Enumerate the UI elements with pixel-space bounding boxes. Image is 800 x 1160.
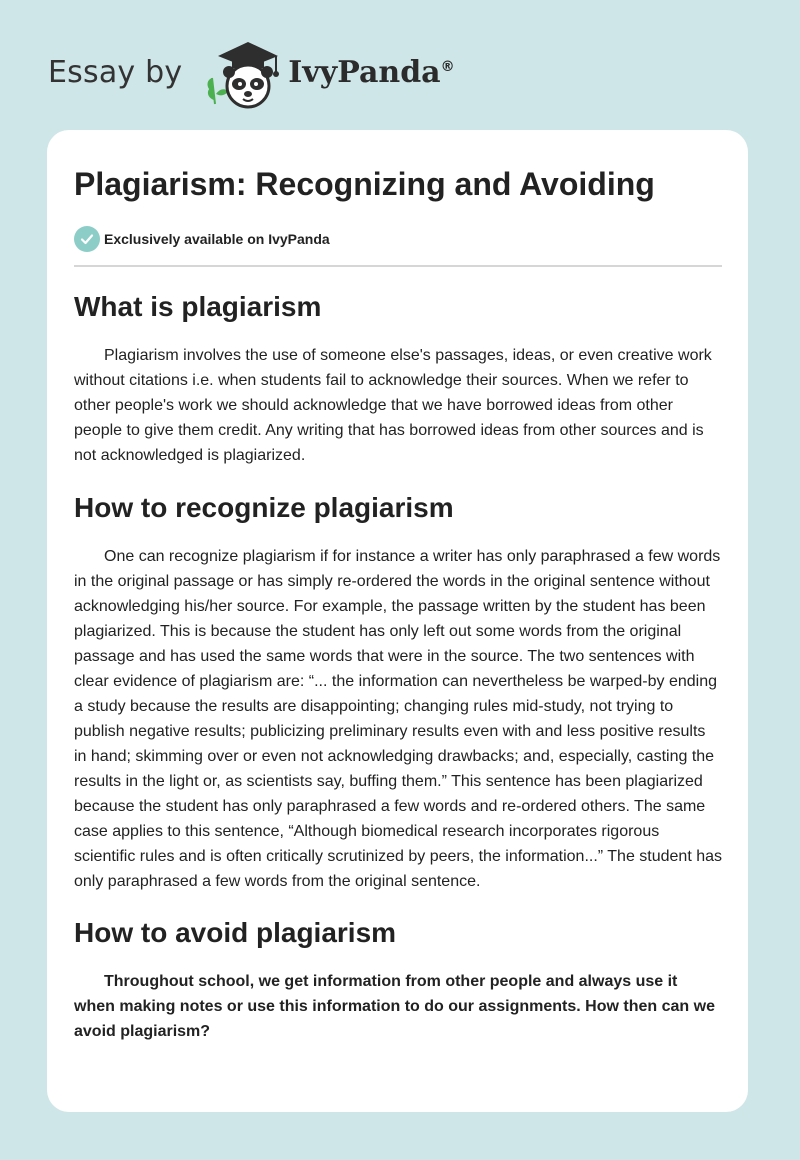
check-icon (74, 226, 100, 252)
badge-label: Exclusively available on IvyPanda (104, 231, 330, 247)
section-body-how-to-avoid: Throughout school, we get information from other people and always use it when making notes or use this information to do our assignments. How then can we avoid plagiarism? (74, 973, 715, 1040)
site-header (48, 32, 455, 112)
essay-by-label: Essay by (48, 54, 183, 90)
section-body-how-to-recognize: One can recognize plagiarism if for instance a writer has only paraphrased a few words in the original passage or has simply re-ordered the words in the original sentence without acknowledging his/her source. For example, the passage written by the student has been plagiarized. This is because the student has only left out some words from the original passage and has used the same words that were in the source. The two sentences with clear evidence of plagiarism are: “... the information can nevertheless be warped-by ending a study because the results are disappointing; changing rules mid-study, not trying to publish negative results; publicizing preliminary results even with and less positive results in hand; skimming over or even not acknowledging drawbacks; and, especially, casting the results in the light or, as scientists say, buffing them.” This sentence has been plagiarized because the student has only paraphrased a few words and re-ordered others. The same case applies to this sentence, “Although biomedical research incorporates rigorous scientific rules and is often critically scrutinized by peers, the information...” The student has only paraphrased a few words from the original sentence. (74, 548, 723, 890)
article-card (47, 130, 748, 1112)
panda-graduate-logo-icon[interactable] (198, 34, 284, 110)
page-title: Plagiarism: Recognizing and Avoiding (74, 166, 655, 202)
section-heading-how-to-recognize: How to recognize plagiarism (74, 492, 454, 523)
title-divider (74, 265, 722, 267)
section-body-what-is-plagiarism: Plagiarism involves the use of someone else's passages, ideas, or even creative work without citations i.e. when students fail to acknowledge their sources. When we refer to other people's work we should acknowledge that we have borrowed ideas from other people to give them credit. Any writing that has borrowed ideas from other sources and is not acknowledged is plagiarized. (74, 347, 712, 464)
section-heading-how-to-avoid: How to avoid plagiarism (74, 917, 397, 948)
section-heading-what-is-plagiarism: What is plagiarism (74, 291, 322, 322)
registered-mark: ® (440, 58, 455, 75)
exclusive-badge (74, 226, 722, 252)
brand-name[interactable] (288, 55, 454, 90)
brand-text: IvyPanda (288, 54, 441, 90)
